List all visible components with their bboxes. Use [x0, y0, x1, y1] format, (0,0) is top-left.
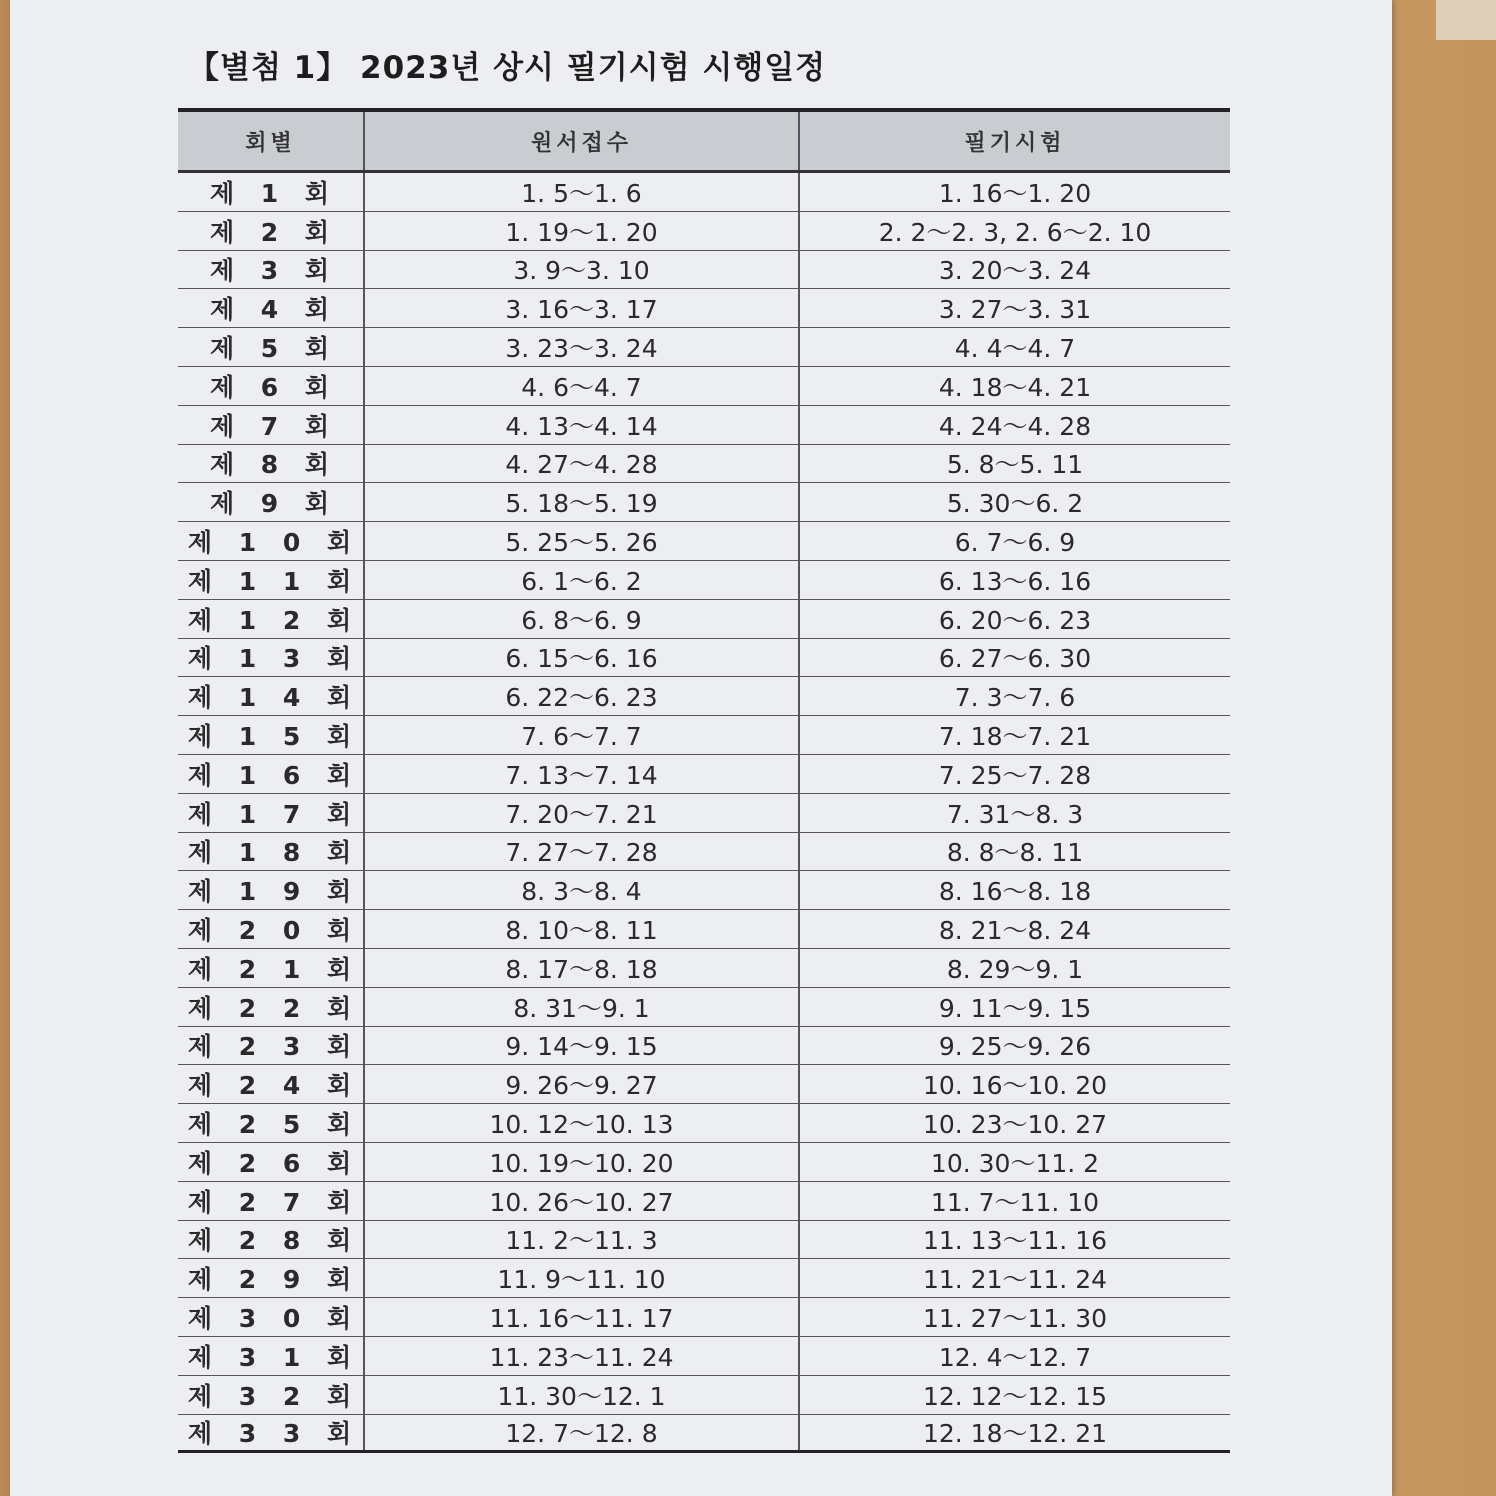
- exam-cell: 8. 21～8. 24: [938, 916, 1092, 946]
- round-cell: 제 1 회: [178, 173, 365, 211]
- table-row: [178, 1221, 1230, 1260]
- table-row: [178, 833, 1230, 872]
- application-cell: 6. 8～6. 9: [365, 600, 800, 638]
- application-cell: 8. 10～8. 11: [365, 910, 800, 948]
- table-header: [178, 108, 1230, 173]
- table-row: [178, 910, 1230, 949]
- application-cell: 5. 18～5. 19: [365, 483, 800, 521]
- round-cell: 제 1 4 회: [178, 677, 365, 715]
- round-cell: 제 2 9 회: [178, 1259, 365, 1297]
- application-cell: 4. 6～4. 7: [365, 367, 800, 405]
- table-row: [178, 755, 1230, 794]
- round-cell: 제 2 4 회: [178, 1065, 365, 1103]
- exam-cell: 1. 16～1. 20: [938, 178, 1092, 208]
- application-cell: 6. 22～6. 23: [365, 677, 800, 715]
- round-cell: 제 2 3 회: [178, 1027, 365, 1065]
- application-cell: 12. 7～12. 8: [365, 1415, 800, 1451]
- round-cell: 제 9 회: [178, 483, 365, 521]
- application-cell: 11. 2～11. 3: [365, 1221, 800, 1259]
- round-cell: 제 1 5 회: [178, 716, 365, 754]
- table-row: [178, 483, 1230, 522]
- application-cell: 4. 13～4. 14: [365, 406, 800, 444]
- round-cell: 제 2 2 회: [178, 988, 365, 1026]
- round-cell: 제 2 회: [178, 212, 365, 250]
- application-cell: 9. 14～9. 15: [365, 1027, 800, 1065]
- exam-cell: 7. 3～7. 6: [954, 683, 1076, 713]
- exam-cell: 4. 4～4. 7: [954, 334, 1076, 364]
- round-cell: 제 3 2 회: [178, 1376, 365, 1414]
- application-cell: 9. 26～9. 27: [365, 1065, 800, 1103]
- round-cell: 제 1 9 회: [178, 871, 365, 909]
- table-row: [178, 1104, 1230, 1143]
- round-cell: 제 1 0 회: [178, 522, 365, 560]
- exam-cell: 10. 16～10. 20: [922, 1071, 1108, 1101]
- table-row: [178, 251, 1230, 290]
- application-cell: 11. 30～12. 1: [365, 1376, 800, 1414]
- application-cell: 7. 13～7. 14: [365, 755, 800, 793]
- exam-cell: 3. 27～3. 31: [938, 295, 1092, 325]
- application-cell: 10. 26～10. 27: [365, 1182, 800, 1220]
- round-cell: 제 1 2 회: [178, 600, 365, 638]
- round-cell: 제 1 6 회: [178, 755, 365, 793]
- exam-cell: 8. 29～9. 1: [946, 954, 1084, 984]
- round-cell: 제 3 0 회: [178, 1298, 365, 1336]
- application-cell: 8. 3～8. 4: [365, 871, 800, 909]
- table-row: [178, 949, 1230, 988]
- table-row: [178, 1065, 1230, 1104]
- table-row: [178, 445, 1230, 484]
- exam-cell: 3. 20～3. 24: [938, 256, 1092, 286]
- exam-cell: 10. 23～10. 27: [922, 1110, 1108, 1140]
- application-cell: 4. 27～4. 28: [365, 445, 800, 483]
- table-row: [178, 328, 1230, 367]
- round-cell: 제 2 7 회: [178, 1182, 365, 1220]
- round-cell: 제 2 8 회: [178, 1221, 365, 1259]
- table-row: [178, 794, 1230, 833]
- exam-cell: 8. 8～8. 11: [946, 838, 1084, 868]
- application-cell: 10. 12～10. 13: [365, 1104, 800, 1142]
- round-cell: 제 2 6 회: [178, 1143, 365, 1181]
- exam-cell: 7. 31～8. 3: [946, 799, 1084, 829]
- table-row: [178, 561, 1230, 600]
- application-cell: 1. 19～1. 20: [365, 212, 800, 250]
- exam-cell: 2. 2～2. 3, 2. 6～2. 10: [878, 217, 1152, 247]
- table-row: [178, 1182, 1230, 1221]
- table-row: [178, 988, 1230, 1027]
- application-cell: 3. 23～3. 24: [365, 328, 800, 366]
- exam-cell: 10. 30～11. 2: [930, 1148, 1100, 1178]
- exam-cell: 9. 25～9. 26: [938, 1032, 1092, 1062]
- exam-cell: 11. 21～11. 24: [922, 1265, 1108, 1295]
- application-cell: 5. 25～5. 26: [365, 522, 800, 560]
- application-cell: 7. 27～7. 28: [365, 833, 800, 871]
- table-row: [178, 1027, 1230, 1066]
- round-cell: 제 1 7 회: [178, 794, 365, 832]
- exam-cell: 5. 8～5. 11: [946, 450, 1084, 480]
- round-cell: 제 5 회: [178, 328, 365, 366]
- table-row: [178, 716, 1230, 755]
- table-row: [178, 1298, 1230, 1337]
- exam-cell: 12. 4～12. 7: [938, 1342, 1092, 1372]
- round-cell: 제 4 회: [178, 289, 365, 327]
- round-cell: 제 7 회: [178, 406, 365, 444]
- exam-cell: 11. 7～11. 10: [930, 1187, 1100, 1217]
- round-cell: 제 1 3 회: [178, 639, 365, 677]
- table-row: [178, 677, 1230, 716]
- round-cell: 제 1 8 회: [178, 833, 365, 871]
- exam-cell: 6. 13～6. 16: [938, 566, 1092, 596]
- application-cell: 8. 31～9. 1: [365, 988, 800, 1026]
- exam-cell: 7. 25～7. 28: [938, 760, 1092, 790]
- exam-cell: 4. 18～4. 21: [938, 372, 1092, 402]
- round-cell: 제 2 0 회: [178, 910, 365, 948]
- table-row: [178, 212, 1230, 251]
- table-row: [178, 1337, 1230, 1376]
- round-cell: 제 2 1 회: [178, 949, 365, 987]
- application-cell: 3. 16～3. 17: [365, 289, 800, 327]
- paper-sheet: [10, 0, 1392, 1496]
- exam-cell: 6. 7～6. 9: [954, 528, 1076, 558]
- application-cell: 6. 15～6. 16: [365, 639, 800, 677]
- table-row: [178, 1143, 1230, 1182]
- exam-cell: 9. 11～9. 15: [938, 993, 1092, 1023]
- application-cell: 8. 17～8. 18: [365, 949, 800, 987]
- exam-cell: 6. 20～6. 23: [938, 605, 1092, 635]
- application-cell: 10. 19～10. 20: [365, 1143, 800, 1181]
- table-row: [178, 600, 1230, 639]
- schedule-table: [178, 108, 1230, 1453]
- application-cell: 1. 5～1. 6: [365, 173, 800, 211]
- table-row: [178, 1415, 1230, 1454]
- table-row: [178, 173, 1230, 212]
- round-cell: 제 3 3 회: [178, 1415, 365, 1451]
- exam-cell: 11. 27～11. 30: [922, 1304, 1108, 1333]
- exam-cell: 8. 16～8. 18: [938, 877, 1092, 907]
- application-cell: 3. 9～3. 10: [365, 251, 800, 289]
- exam-cell: 5. 30～6. 2: [946, 489, 1084, 519]
- application-cell: 6. 1～6. 2: [365, 561, 800, 599]
- table-row: [178, 522, 1230, 561]
- exam-cell: 6. 27～6. 30: [938, 644, 1092, 674]
- round-cell: 제 3 회: [178, 251, 365, 289]
- page-title: 【별첨 1】 2023년 상시 필기시험 시행일정: [188, 50, 827, 86]
- tape-piece: [1436, 0, 1496, 40]
- table-row: [178, 639, 1230, 678]
- table-body: [178, 173, 1230, 1453]
- table-row: [178, 289, 1230, 328]
- exam-cell: 7. 18～7. 21: [938, 722, 1092, 752]
- application-cell: 11. 23～11. 24: [365, 1337, 800, 1375]
- application-cell: 11. 9～11. 10: [365, 1259, 800, 1297]
- exam-cell: 12. 12～12. 15: [922, 1381, 1108, 1411]
- exam-cell: 4. 24～4. 28: [938, 411, 1092, 441]
- table-row: [178, 367, 1230, 406]
- header-application: 원서접수: [365, 112, 800, 170]
- table-row: [178, 406, 1230, 445]
- application-cell: 7. 6～7. 7: [365, 716, 800, 754]
- header-exam: 필기시험: [964, 130, 1066, 156]
- round-cell: 제 2 5 회: [178, 1104, 365, 1142]
- table-row: [178, 1259, 1230, 1298]
- application-cell: 7. 20～7. 21: [365, 794, 800, 832]
- header-round: 회별: [178, 112, 365, 170]
- round-cell: 제 8 회: [178, 445, 365, 483]
- table-row: [178, 1376, 1230, 1415]
- exam-cell: 12. 18～12. 21: [922, 1419, 1108, 1449]
- table-row: [178, 871, 1230, 910]
- round-cell: 제 6 회: [178, 367, 365, 405]
- exam-cell: 11. 13～11. 16: [922, 1226, 1108, 1256]
- round-cell: 제 1 1 회: [178, 561, 365, 599]
- application-cell: 11. 16～11. 17: [365, 1298, 800, 1336]
- round-cell: 제 3 1 회: [178, 1337, 365, 1375]
